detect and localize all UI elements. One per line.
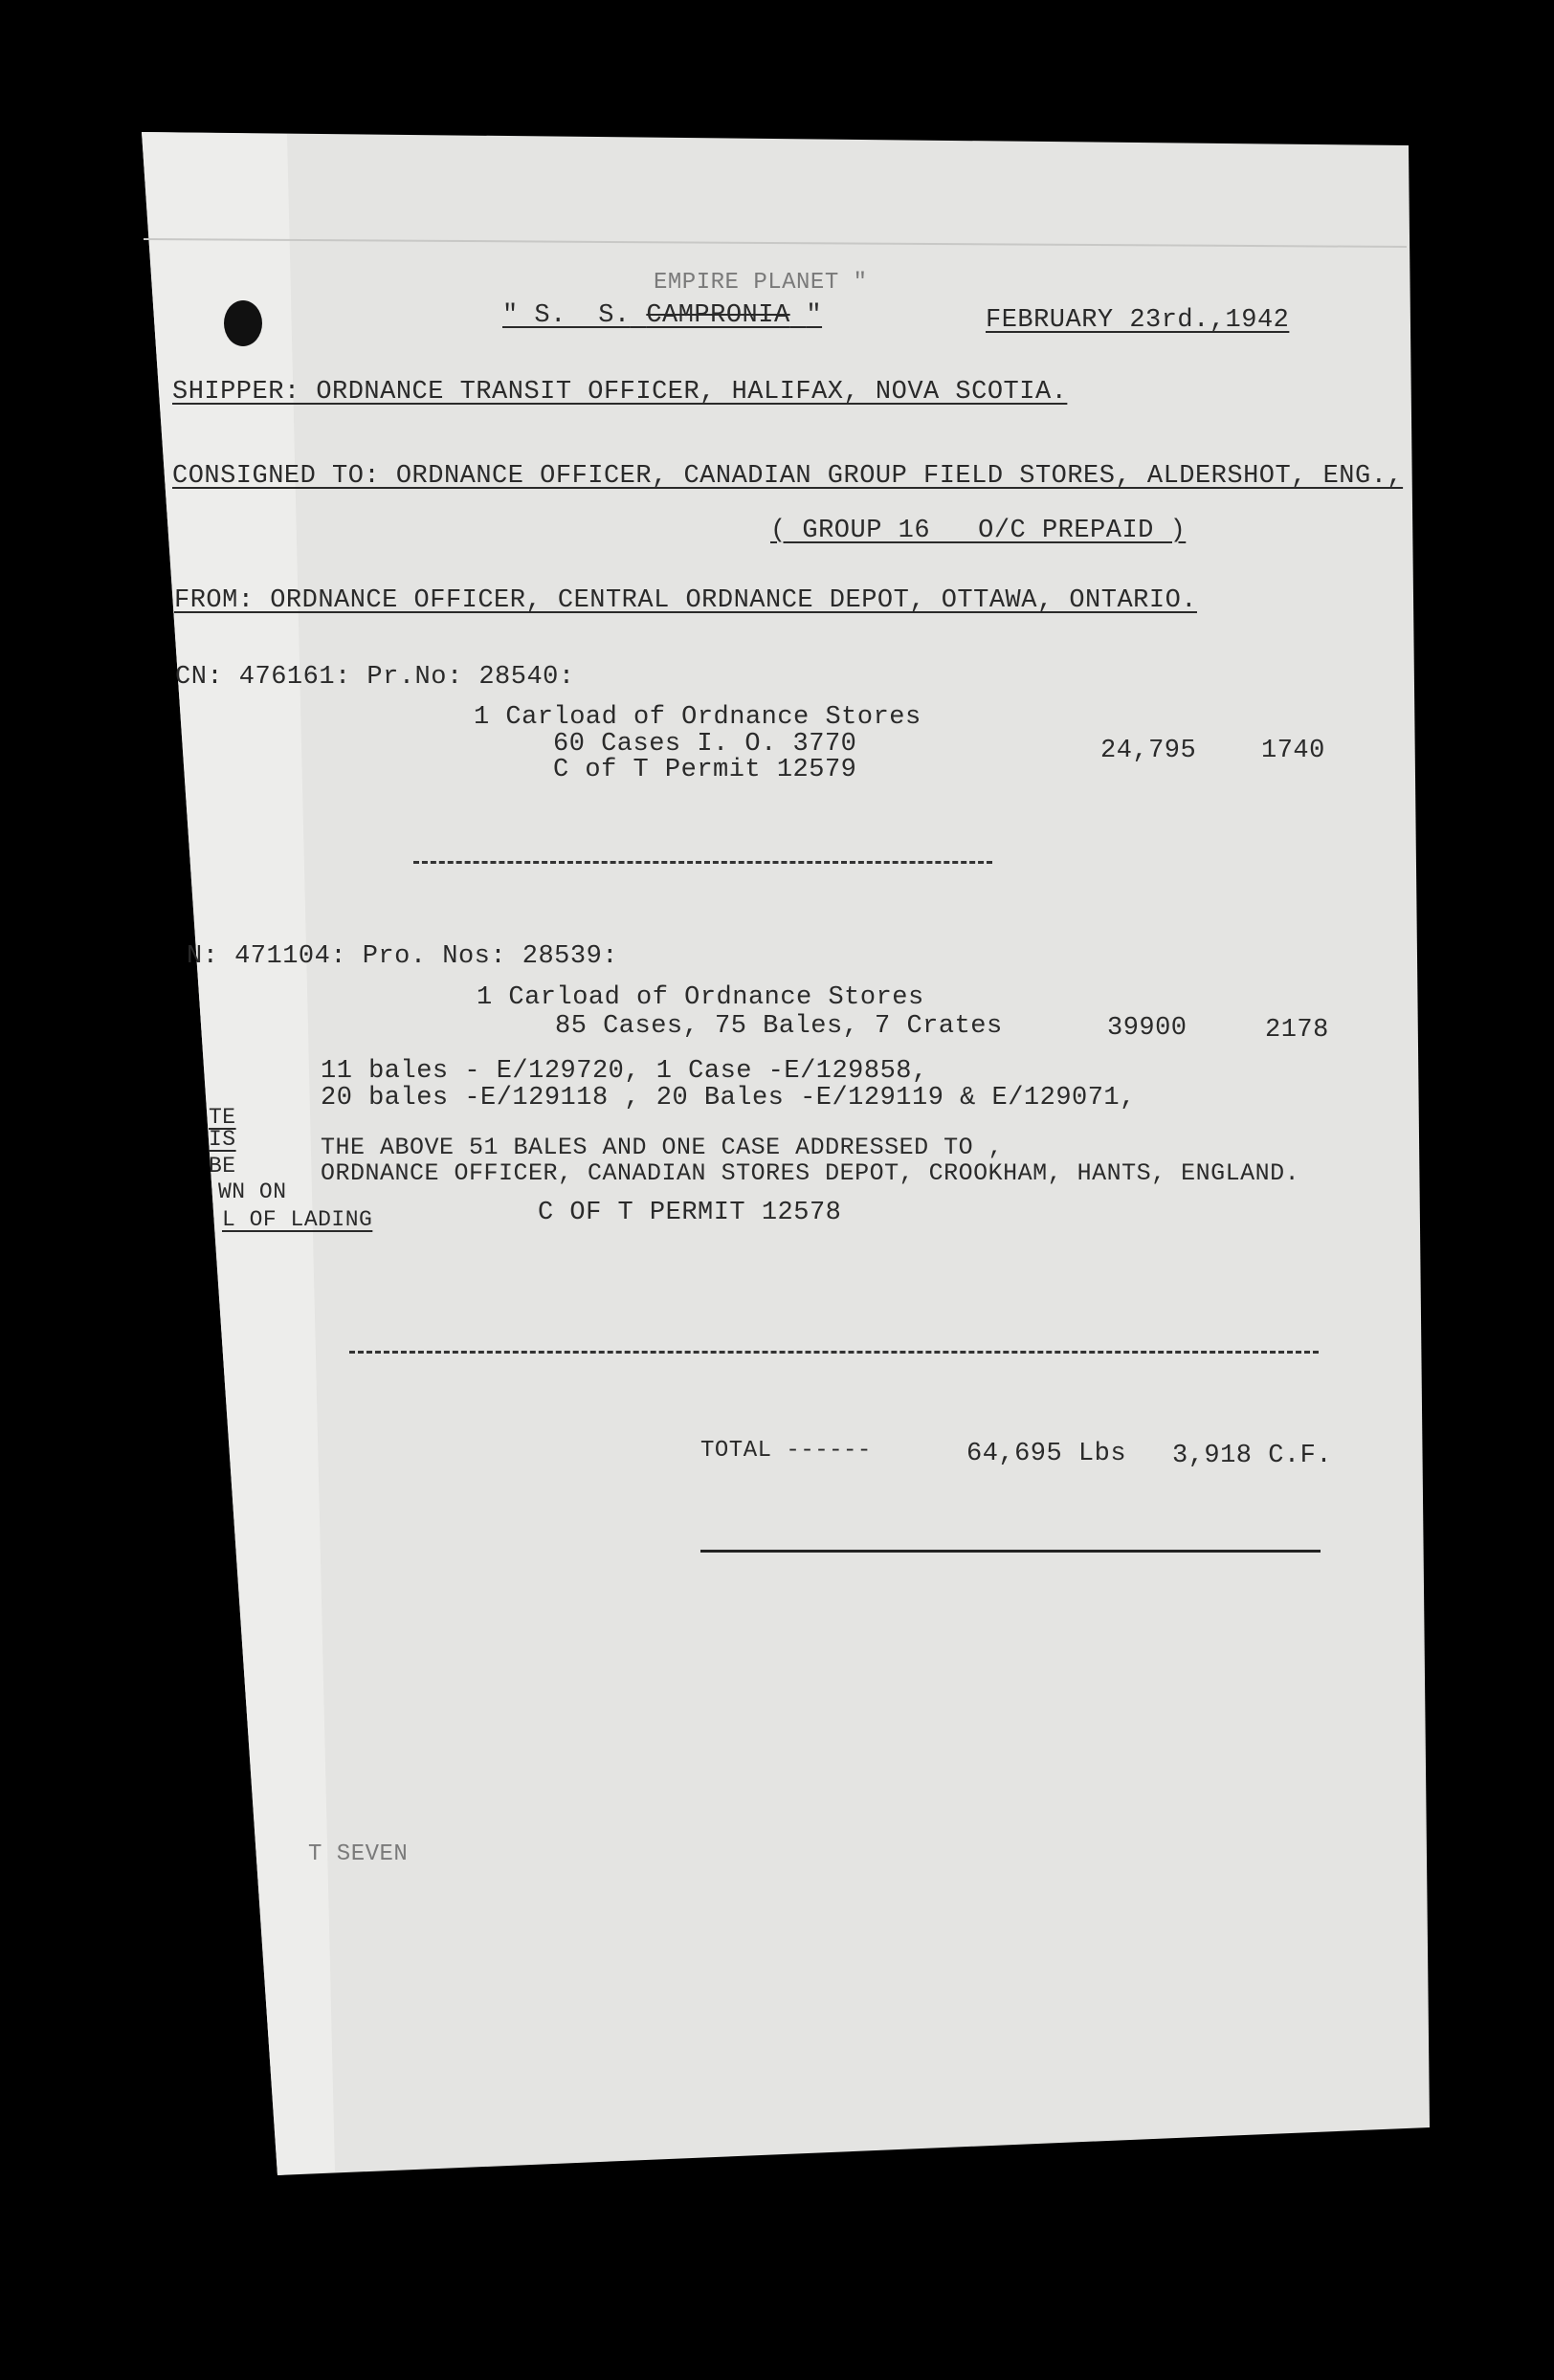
consignee-line: CONSIGNED TO: ORDNANCE OFFICER, CANADIAN GROUP FIELD STORES, ALDERSHOT, ENG.,: [172, 462, 1404, 491]
margin-note-5: L OF LADING: [222, 1207, 373, 1232]
bales-line2: 20 bales -E/129118 , 20 Bales -E/129119 & E/129071,: [321, 1084, 1136, 1113]
shipment2-cubic: 2178: [1265, 1016, 1329, 1045]
total-rule: [700, 1550, 1321, 1553]
shipment1-line1: 1 Carload of Ordnance Stores: [474, 703, 921, 732]
sheet-number: T SEVEN: [308, 1841, 409, 1867]
ship-prefix: " S. S.: [502, 301, 631, 330]
shipment1-line3: C of T Permit 12579: [553, 756, 857, 784]
address-line1: THE ABOVE 51 BALES AND ONE CASE ADDRESSED TO ,: [321, 1134, 1004, 1161]
ship-struck-name: CAMPRONIA: [646, 301, 790, 330]
shipment2-line1: 1 Carload of Ordnance Stores: [477, 983, 924, 1012]
shipment1-line2: 60 Cases I. O. 3770: [553, 730, 857, 759]
margin-note-3: BE: [209, 1154, 236, 1179]
separator-dashes-1: [413, 861, 992, 864]
total-cubic: 3,918 C.F.: [1172, 1442, 1333, 1470]
permit-line: C OF T PERMIT 12578: [538, 1199, 842, 1227]
address-line2: ORDNANCE OFFICER, CANADIAN STORES DEPOT, CROOKHAM, HANTS, ENGLAND.: [321, 1159, 1300, 1187]
ship-line: [502, 301, 822, 330]
shipper-line: SHIPPER: ORDNANCE TRANSIT OFFICER, HALIFAX, NOVA SCOTIA.: [172, 378, 1068, 407]
margin-note-2: IS: [209, 1127, 236, 1152]
punch-hole: [224, 300, 262, 346]
margin-note-4: WN ON: [218, 1179, 287, 1204]
shipment1-ref: CN: 476161: Pr.No: 28540:: [175, 663, 575, 692]
total-weight: 64,695 Lbs: [966, 1440, 1127, 1468]
shipment1-weight: 24,795: [1100, 737, 1197, 765]
shipment1-cubic: 1740: [1261, 737, 1325, 765]
bales-line1: 11 bales - E/129720, 1 Case -E/129858,: [321, 1057, 928, 1086]
document-date: FEBRUARY 23rd.,1942: [986, 306, 1290, 335]
ship-name-correction: EMPIRE PLANET ": [654, 270, 868, 296]
group-note: ( GROUP 16 O/C PREPAID ): [770, 517, 1187, 545]
from-line: FROM: ORDNANCE OFFICER, CENTRAL ORDNANCE DEPOT, OTTAWA, ONTARIO.: [174, 586, 1197, 615]
shipment2-ref: N: 471104: Pro. Nos: 28539:: [187, 942, 618, 971]
separator-dashes-2: [349, 1351, 1319, 1354]
ship-suffix: ": [806, 301, 823, 330]
margin-note-1: TE: [209, 1105, 236, 1130]
shipment2-weight: 39900: [1107, 1014, 1188, 1043]
shipment2-line2: 85 Cases, 75 Bales, 7 Crates: [555, 1012, 1003, 1041]
total-label: TOTAL ------: [700, 1438, 872, 1464]
